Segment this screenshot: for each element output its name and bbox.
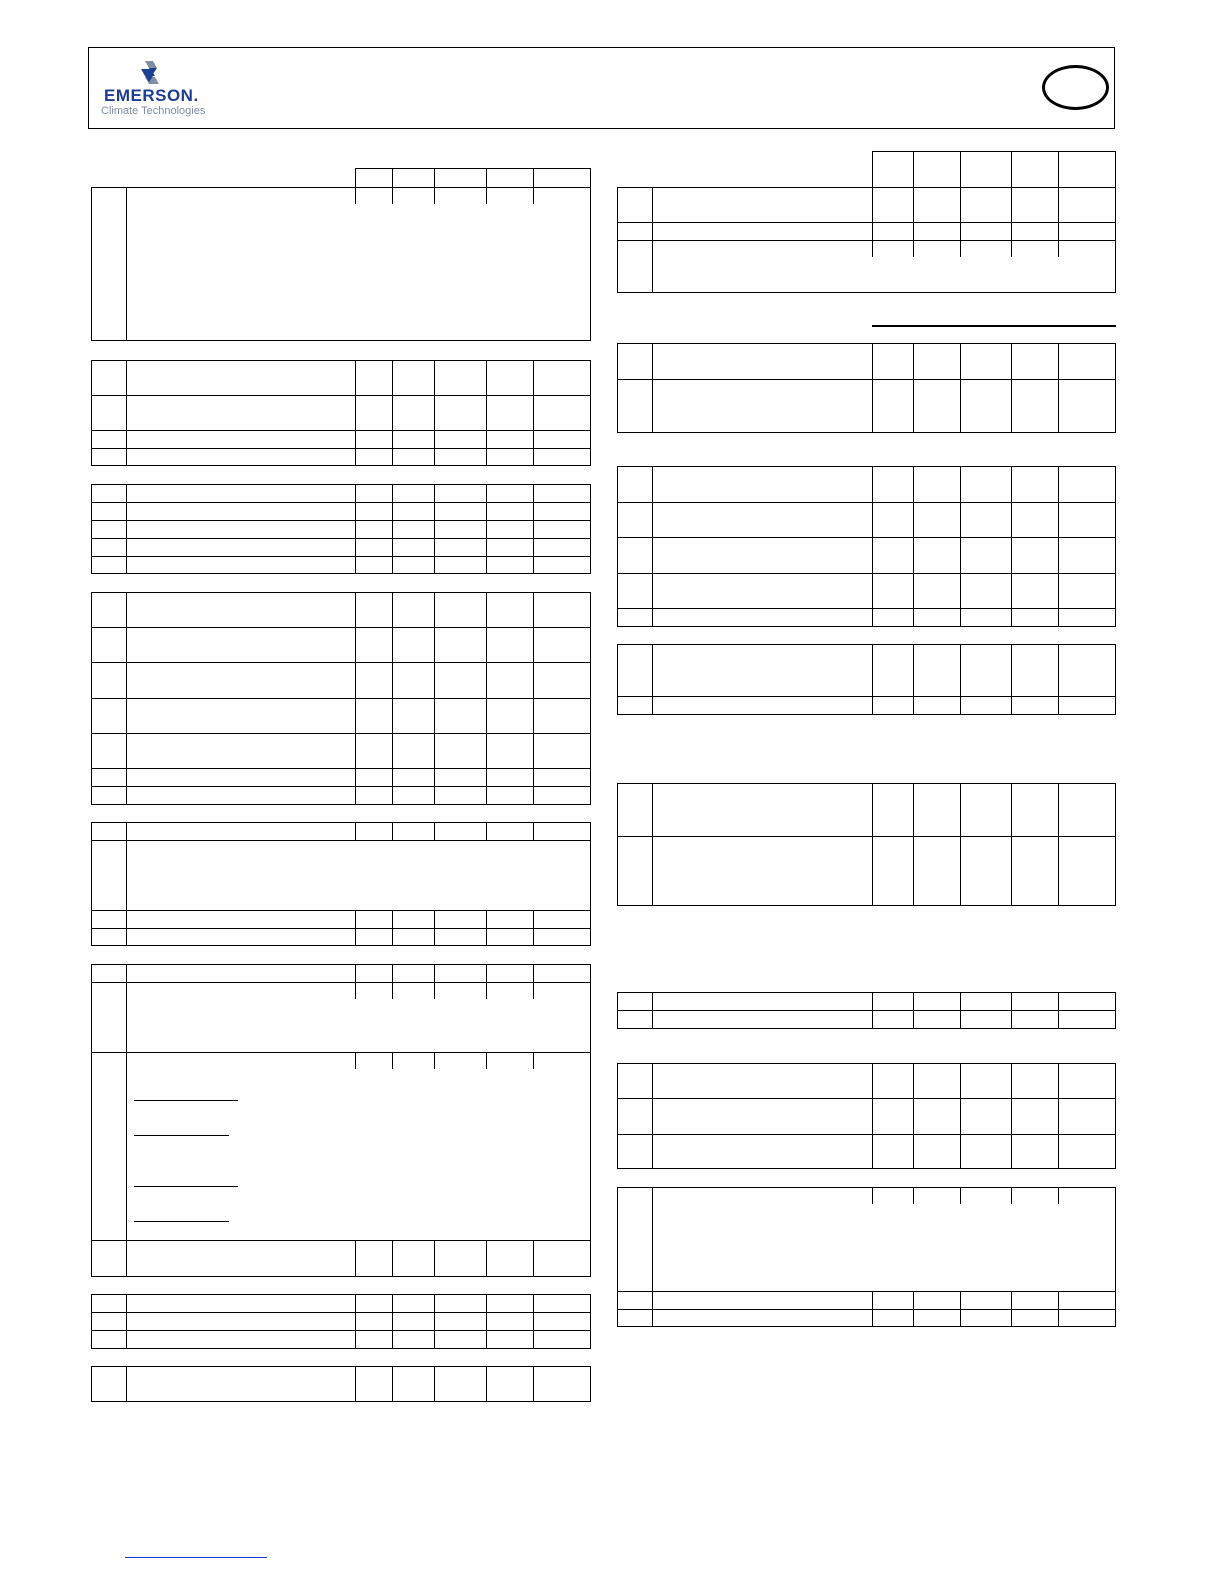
blank-underline	[134, 1221, 229, 1222]
parameter-table-r7	[617, 1063, 1116, 1169]
right-column-header-row	[872, 151, 1116, 188]
parameter-table-l1	[91, 187, 591, 341]
parameter-table-l3	[91, 484, 591, 574]
parameter-table-r2	[617, 343, 1116, 433]
parameter-table-r4	[617, 644, 1116, 715]
blank-underline	[134, 1100, 238, 1101]
blank-underline	[134, 1186, 238, 1187]
parameter-table-l8	[91, 1366, 591, 1402]
parameter-table-l2	[91, 360, 591, 466]
section-separator	[872, 325, 1116, 327]
emerson-emblem-icon	[136, 60, 162, 88]
language-badge	[1042, 65, 1109, 110]
parameter-table-r5	[617, 783, 1116, 906]
left-column-header-row	[355, 168, 591, 188]
blank-underline	[134, 1135, 229, 1136]
brand-name: EMERSON.	[104, 86, 199, 105]
parameter-table-l6	[91, 964, 591, 1277]
brand-subtitle: Climate Technologies	[101, 105, 206, 117]
document-header	[88, 47, 1115, 129]
parameter-table-r3	[617, 466, 1116, 627]
parameter-table-l7	[91, 1294, 591, 1349]
parameter-table-r8	[617, 1187, 1116, 1327]
footer-link[interactable]	[125, 1557, 267, 1558]
